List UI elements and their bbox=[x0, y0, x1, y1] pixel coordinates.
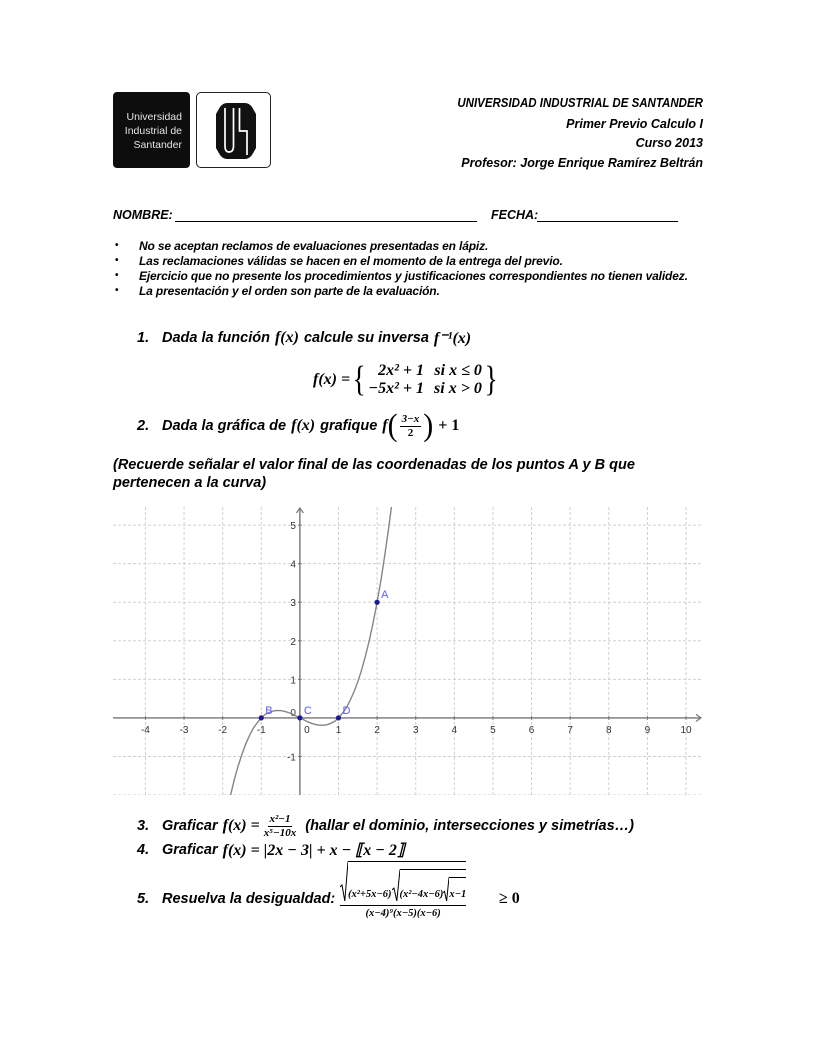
point-label-d: D bbox=[342, 704, 351, 717]
y-tick-label: 2 bbox=[290, 636, 296, 648]
logo-text-line: Industrial de bbox=[124, 125, 182, 137]
university-logo bbox=[113, 92, 190, 168]
y-tick-label: 5 bbox=[290, 521, 296, 533]
fraction-numerator bbox=[340, 861, 466, 906]
fraction-denominator: 2 bbox=[407, 426, 414, 439]
x-tick-label: 8 bbox=[606, 724, 612, 736]
x-tick-label: 10 bbox=[680, 724, 692, 736]
math-expression: f(x) = |2x − 3| + x − ⟦x − 2⟧ bbox=[222, 842, 405, 859]
date-label: FECHA: bbox=[491, 208, 539, 222]
question-5 bbox=[137, 889, 335, 909]
case-condition: si x ≤ 0 bbox=[434, 362, 482, 379]
math-f: f bbox=[382, 417, 388, 434]
radicand-term: x−1 bbox=[449, 889, 467, 900]
rule-text: No se aceptan reclamos de evaluaciones presentadas en lápiz. bbox=[139, 238, 489, 253]
institution-name: UNIVERSIDAD INDUSTRIAL DE SANTANDER bbox=[457, 96, 703, 110]
rule-item bbox=[113, 238, 488, 253]
logo-text-line: Universidad bbox=[126, 111, 182, 123]
x-tick-label: 3 bbox=[412, 724, 419, 736]
bullet-icon: • bbox=[115, 255, 119, 266]
professor-name: Profesor: Jorge Enrique Ramírez Beltrán bbox=[461, 156, 703, 170]
radicand-term: (x²+5x−6) bbox=[348, 889, 392, 900]
right-paren: ) bbox=[423, 408, 434, 443]
y-tick-label: -1 bbox=[286, 752, 296, 764]
rule-text: Ejercicio que no presente los procedimientos y justificaciones correspondientes no tienen validez. bbox=[139, 268, 688, 283]
fraction-numerator: x²−1 bbox=[269, 812, 291, 825]
bullet-icon: • bbox=[115, 285, 119, 296]
logo-text-line: Santander bbox=[133, 139, 182, 151]
math-tail: + 1 bbox=[438, 417, 460, 434]
x-tick-label: -2 bbox=[218, 724, 228, 736]
radicand bbox=[348, 861, 466, 901]
radicand-term: (x²−4x−6) bbox=[399, 889, 444, 900]
x-tick-label: -3 bbox=[179, 724, 189, 736]
x-tick-label: 0 bbox=[304, 724, 310, 736]
question-text: Resuelva la desigualdad: bbox=[162, 891, 336, 907]
math-fraction bbox=[262, 813, 299, 839]
radicand bbox=[400, 869, 467, 901]
inequality-rhs: ≥ 0 bbox=[499, 890, 520, 907]
question-text: (hallar el dominio, intersecciones y simetrías…) bbox=[305, 818, 635, 834]
point-label-a: A bbox=[381, 589, 389, 602]
math-fx: f(x) bbox=[274, 329, 299, 346]
x-tick-label: -4 bbox=[140, 724, 150, 736]
piecewise-cases bbox=[368, 362, 481, 398]
function-curve bbox=[227, 507, 393, 795]
x-tick-label: -1 bbox=[256, 724, 266, 736]
question-text: grafique bbox=[320, 418, 378, 434]
question-text: Graficar bbox=[162, 842, 218, 858]
y-tick-label: 1 bbox=[290, 675, 296, 687]
piecewise-function bbox=[313, 362, 500, 398]
x-tick-label: 4 bbox=[451, 724, 458, 736]
fraction-numerator: 3−x bbox=[401, 412, 420, 425]
uis-emblem-icon bbox=[216, 103, 256, 159]
question-text: Graficar bbox=[162, 818, 218, 834]
case-condition: si x > 0 bbox=[434, 380, 482, 397]
question-2 bbox=[137, 410, 459, 442]
outer-radical bbox=[340, 861, 466, 901]
rule-item bbox=[113, 253, 563, 268]
exam-title: Primer Previo Calculo I bbox=[566, 117, 703, 131]
x-tick-label: 1 bbox=[335, 724, 342, 736]
question-number: 2. bbox=[137, 418, 150, 434]
question-text: calcule su inversa bbox=[303, 330, 429, 346]
math-inverse: f⁻¹(x) bbox=[433, 330, 472, 347]
question-text: Dada la función bbox=[162, 330, 270, 346]
rule-text: La presentación y el orden son parte de la evaluación. bbox=[139, 283, 440, 298]
case-expression: 2x² + 1 bbox=[378, 362, 425, 379]
y-tick-label: 3 bbox=[290, 598, 296, 610]
course-year: Curso 2013 bbox=[635, 136, 703, 150]
x-tick-label: 5 bbox=[490, 724, 496, 736]
fraction-denominator: x⁵−10x bbox=[263, 826, 297, 839]
note-line: pertenecen a la curva) bbox=[113, 475, 267, 491]
middle-radical bbox=[392, 869, 467, 901]
inequality-fraction bbox=[340, 861, 466, 922]
rule-text: Las reclamaciones válidas se hacen en el momento de la entrega del previo. bbox=[139, 253, 563, 268]
radical-sign-icon bbox=[392, 869, 400, 901]
y-tick-label: 0 bbox=[290, 707, 296, 719]
point-c bbox=[297, 715, 302, 720]
bullet-icon: • bbox=[115, 270, 119, 281]
inner-radical bbox=[443, 877, 466, 901]
question-3 bbox=[137, 812, 634, 840]
question-4 bbox=[137, 840, 405, 860]
point-d bbox=[336, 715, 341, 720]
y-tick-label: 4 bbox=[290, 559, 296, 571]
rule-item bbox=[113, 283, 440, 298]
math-fx: f(x) bbox=[291, 417, 316, 434]
left-paren: ( bbox=[387, 408, 398, 443]
math-lhs: f(x) = bbox=[222, 817, 260, 834]
question-1 bbox=[137, 328, 471, 348]
grid bbox=[113, 507, 703, 795]
x-tick-label: 6 bbox=[528, 724, 535, 736]
math-fraction bbox=[400, 413, 422, 439]
right-brace: } bbox=[484, 360, 498, 399]
point-b bbox=[259, 715, 264, 720]
graph-canvas bbox=[113, 507, 703, 795]
question-text: Dada la gráfica de bbox=[162, 418, 287, 434]
question-number: 1. bbox=[137, 330, 150, 346]
radical-sign-icon bbox=[340, 861, 348, 901]
piecewise-lhs: f(x) = bbox=[313, 371, 351, 388]
fraction-denominator: (x−4)⁹(x−5)(x−6) bbox=[365, 908, 441, 919]
bullet-icon: • bbox=[115, 240, 119, 251]
date-field[interactable] bbox=[537, 209, 678, 222]
left-brace: { bbox=[352, 360, 366, 399]
uis-emblem-box bbox=[196, 92, 271, 168]
question-number: 3. bbox=[137, 818, 150, 834]
point-label-b: B bbox=[265, 704, 273, 717]
radicand bbox=[449, 877, 466, 901]
question-number: 4. bbox=[137, 842, 150, 858]
point-label-c: C bbox=[303, 704, 312, 717]
rule-item bbox=[113, 268, 688, 283]
point-a bbox=[375, 600, 380, 605]
name-field[interactable] bbox=[175, 209, 477, 222]
function-graph bbox=[113, 507, 703, 795]
question-number: 5. bbox=[137, 891, 150, 907]
x-tick-label: 7 bbox=[567, 724, 573, 736]
x-tick-label: 9 bbox=[644, 724, 651, 736]
x-tick-label: 2 bbox=[374, 724, 380, 736]
note-line: (Recuerde señalar el valor final de las coordenadas de los puntos A y B que bbox=[113, 457, 635, 473]
name-label: NOMBRE: bbox=[113, 208, 173, 222]
case-expression: −5x² + 1 bbox=[368, 380, 425, 397]
